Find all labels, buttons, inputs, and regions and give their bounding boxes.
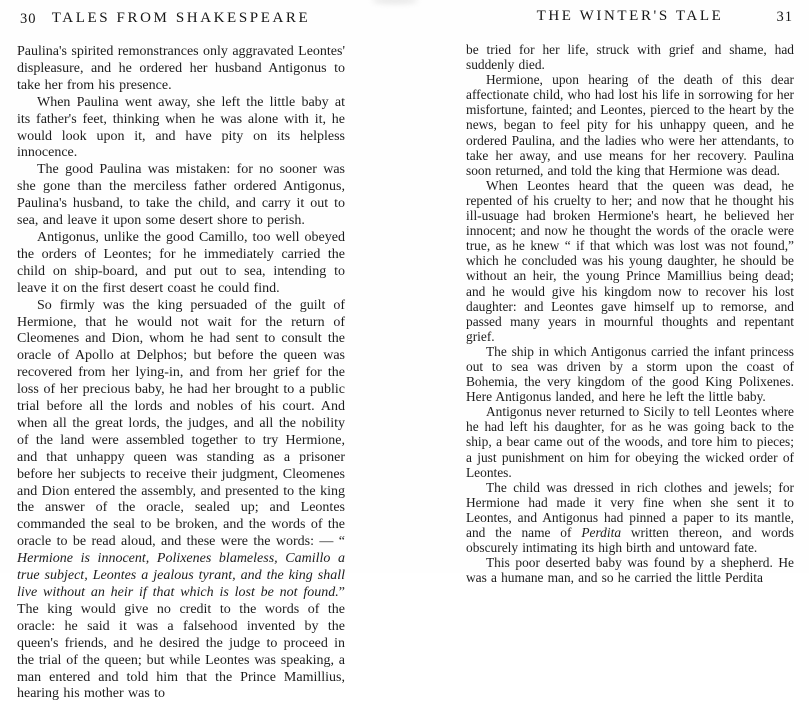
text-segment: The child was dressed in rich clothes and jewels; for Hermione had made it very fine when she sent it to Leontes, and Antigonus had pinned a paper to its mantle, and the name of: [466, 479, 794, 540]
right-running-title: THE WINTER'S TALE: [536, 8, 724, 24]
text-segment: written thereon, and words obscurely intimating its high birth and untoward fate.: [466, 525, 794, 556]
text-segment: Antigonus never returned to Sicily to tell Leontes where he had left his daughter, for as he was going back to the ship, a bear came out of the woods, and tore him to pieces; a just punishment on him for obeying the wicked order of Leontes.: [466, 404, 794, 480]
paragraph: [17, 230, 345, 298]
paragraph: [17, 44, 345, 95]
text-segment: ” The king would give no credit to the words of the oracle: he said it was a falsehood invented by the queen's friends, and he desired the judge to proceed in the trial of the queen; but while Leontes was speaking, a man entered and told him that the Prince Mamillius, hearing his mother was to: [17, 585, 345, 702]
paragraph: [466, 480, 794, 555]
paragraph: [466, 72, 794, 178]
right-page-body: [466, 42, 794, 585]
text-segment: So firmly was the king persuaded of the guilt of Hermione, that he would not wait for the return of Cleomenes and Dion, whom he had sent to consult the oracle of Apollo at Delphos; but before the queen was recovered from her lying-in, and from her grief for the loss of her precious baby, he had her brought to a public trial before all the lords and nobles of his court. And when all the great lords, the judges, and all the nobility of the land were assembled together to try Hermione, and that unhappy queen was standing as a prisoner before her subjects to receive their judgment, Cleomenes and Dion entered the assembly, and presented to the king the answer of the oracle, sealed up; and Leontes commanded the seal to be broken, and the words of the oracle to be read aloud, and these were the words: — “: [17, 297, 345, 550]
text-segment: Hermione, upon hearing of the death of this dear affectionate child, who had lost his life in sorrowing for her misfortune, fainted; and Leontes, pierced to the heart by the news, began to feel pity for his unhappy queen, and he ordered Paulina, and the ladies who were her attendants, to take her away, and use means for her recovery. Paulina soon returned, and told the king that Hermione was dead.: [466, 72, 794, 178]
right-running-head: [466, 8, 794, 29]
italic-text-segment: Hermione is innocent, Polixenes blameless, Camillo a true subject, Leontes a jealous tyrant, and the king shall live without an heir if that which is lost be not found.: [17, 551, 345, 600]
left-page-body: [17, 44, 345, 703]
left-page: [0, 0, 404, 702]
paragraph: [466, 178, 794, 344]
paragraph: [466, 404, 794, 479]
text-segment: Paulina's spirited remonstrances only aggravated Leontes' displeasure, and he ordered her husband Antigonus to take her from his presence.: [17, 44, 345, 93]
text-segment: When Paulina went away, she left the little baby at its father's feet, thinking when he was alone with it, he would look upon it, and have pity on its helpless innocence.: [17, 94, 345, 161]
scan-smudge: [492, 560, 510, 565]
right-page: [404, 0, 809, 586]
left-page-number: 30: [20, 11, 37, 27]
paragraph: [17, 162, 345, 230]
text-segment: The ship in which Antigonus carried the infant princess out to sea was driven by a storm upon the coast of Bohemia, the very kingdom of the good King Polixenes. Here Antigonus landed, and here he left the little baby.: [466, 343, 794, 405]
text-segment: Antigonus, unlike the good Camillo, too well obeyed the orders of Leontes; for he immediately carried the child on ship-board, and put out to sea, intending to leave it on the first desert coast he could find.: [17, 229, 345, 296]
paragraph: [17, 95, 345, 163]
left-running-title: TALES FROM SHAKESPEARE: [51, 10, 311, 26]
text-segment: When Leontes heard that the queen was dead, he repented of his cruelty to her; and now that he thought his ill-usuage had broken Hermione's heart, he believed her innocent; and now he thought the words of the oracle were true, as he knew “ if that which was lost was not found,” which he concluded was his young daughter, he should be without an heir, the young Prince Mamillius being dead; and he would give his kingdom now to recover his lost daughter: and Leontes gave himself up to remorse, and passed many years in mournful thoughts and repentant grief.: [466, 177, 794, 344]
paragraph: [466, 555, 794, 585]
paragraph: [466, 344, 794, 404]
text-segment: be tried for her life, struck with grief and shame, had suddenly died.: [466, 42, 794, 73]
text-segment: The good Paulina was mistaken: for no sooner was she gone than the merciless father ordered Antigonus, Paulina's husband, to take the child, and carry it out to sea, and leave it upon some desert shore to perish.: [17, 162, 345, 229]
left-running-head: [17, 10, 345, 31]
text-segment: This poor deserted baby was found by a shepherd. He was a humane man, and so he carried the little Perdita: [466, 555, 794, 586]
paragraph: [466, 42, 794, 72]
right-page-number: 31: [776, 9, 793, 25]
italic-text-segment: Perdita: [581, 525, 622, 540]
paragraph: [17, 298, 345, 703]
